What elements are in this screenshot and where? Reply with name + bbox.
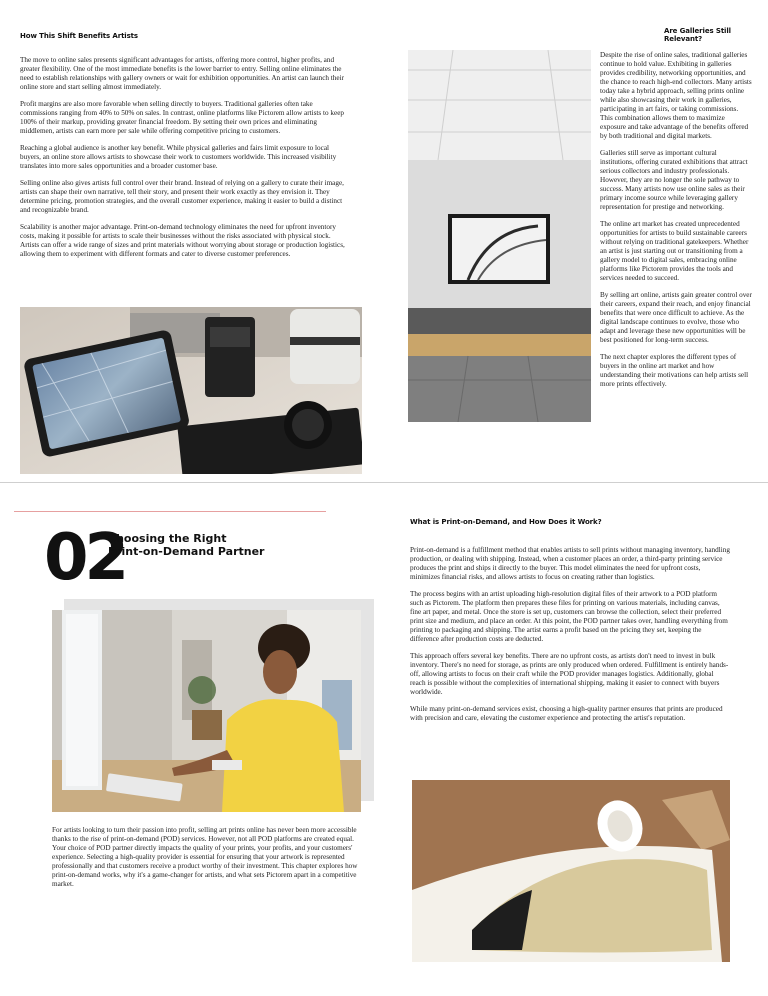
chapter-title-line2: Print-on-Demand Partner: [108, 544, 265, 558]
paragraph: This approach offers several key benefits. There are no upfront costs, as artists don't need to invest in bulk inventory. There's no need for storage, as prints are only produced when ordered. Fulfillment is entirely hands-off, allowing artists to focus on their craft while the POD provider manages logistics. Additionally, global reach is possible without the complexities of international shipping, making it easier to connect with buyers worldwide.: [410, 652, 729, 696]
page-divider: [0, 482, 768, 483]
section-heading-benefits: How This Shift Benefits Artists: [20, 32, 138, 40]
paragraph: Profit margins are also more favorable when selling directly to buyers. Traditional galleries often take commissions ranging from 40% to 50% on sales. In contrast, online platforms like Pictorem allow artists to keep 100% of their markup, providing greater financial freedom. By setting their own prices and eliminating middlemen, artists can earn more per sale while offering competitive pricing to customers.: [20, 100, 344, 135]
section-heading-pod: What is Print-on-Demand, and How Does it Work?: [410, 518, 602, 526]
chapter-title: [108, 533, 264, 558]
paragraph: The move to online sales presents significant advantages for artists, offering more control, higher profits, and greater flexibility. One of the most immediate benefits is the lower barrier to entry. Selling online eliminates the need to establish relationships with gallery owners or wait for exhibition opportunities. An artist can launch their online store and start selling almost immediately.: [20, 56, 344, 91]
paragraph: The next chapter explores the different types of buyers in the online art market and how understanding their motivations can help artists sell more prints effectively.: [600, 353, 749, 388]
benefits-body: [20, 56, 346, 267]
galleries-body: [600, 51, 752, 397]
paragraph: The process begins with an artist uploading high-resolution digital files of their artwork to a POD platform such as Pictorem. The platform then prepares these files for printing on various materials, including canvas, fine art paper, and metal. Once the store is set up, customers can browse the collection, select their preferred print size and medium, and place an order. At this point, the POD partner takes over, handling everything from printing to packaging and shipping. The artist earns a profit based on the pricing they set, keeping the difference after production costs are deducted.: [410, 590, 728, 643]
desk-photo: [20, 307, 362, 474]
section-heading-galleries: Are Galleries Still Relevant?: [664, 27, 731, 43]
artist-photo: [52, 610, 361, 812]
gallery-photo: [408, 50, 591, 422]
chapter-intro: [52, 826, 362, 897]
paragraph: Galleries still serve as important cultural institutions, offering curated exhibitions that attract serious collectors and industry professionals. However, they are no longer the sole pathway to success. Many artists now use online sales as their primary income source while leveraging gallery representation for prestige and networking.: [600, 149, 748, 211]
paragraph: For artists looking to turn their passion into profit, selling art prints online has never been more accessible thanks to the rise of print-on-demand (POD) services. However, not all POD platforms are created equal. Your choice of POD partner directly impacts the quality of your prints, your profits, and your customers' experience. Selecting a high-quality provider is essential for ensuring that your artwork is represented professionally and that customers receive a product worthy of their investment. This chapter explores how print-on-demand works, why it's a game-changer for artists, and what sets Pictorem apart in a competitive market.: [52, 826, 358, 888]
paragraph: While many print-on-demand services exist, choosing a high-quality partner ensures that prints are produced with precision and care, elevating the customer experience and protecting the artist's reputation.: [410, 705, 723, 722]
paragraph: Scalability is another major advantage. Print-on-demand technology eliminates the need for upfront inventory costs, making it possible for artists to scale their businesses without the risks associated with physical stock. Artists can offer a wide range of sizes and print materials without worrying about storage or production logistics, allowing them to experiment with different formats and cater to diverse customer preferences.: [20, 223, 345, 258]
paragraph: Selling online also gives artists full control over their brand. Instead of relying on a gallery to curate their image, artists can shape their own narrative, tell their story, and present their work exactly as they envision it. They determine pricing, promotion strategies, and the overall customer experience, making it easier to build a distinct and recognizable brand.: [20, 179, 344, 214]
accent-rule: [14, 511, 326, 512]
paragraph: The online art market has created unprecedented opportunities for artists to build sustainable careers without relying on traditional gatekeepers. Whether an artist is just starting out or transitioning from a gallery model to digital sales, embracing online platforms like Pictorem provides the tools and services needed to succeed.: [600, 220, 749, 282]
print-roll-photo: [412, 780, 730, 962]
pod-body: [410, 546, 730, 731]
chapter-title-line1: Choosing the Right: [108, 532, 227, 545]
paragraph: Print-on-demand is a fulfillment method that enables artists to sell prints without managing inventory, handling production, or dealing with shipping. Instead, when a customer places an order, a third-party printing service produces the print and ships it directly to the buyer. This model eliminates the need for upfront costs, minimizes financial risks, and allows artists to focus on creating rather than logistics.: [410, 546, 730, 581]
chapter-number: 02: [44, 521, 126, 595]
paragraph: Reaching a global audience is another key benefit. While physical galleries and fairs limit exposure to local buyers, an online store allows artists to showcase their work to customers worldwide. This increased visibility translates into more sales opportunities and a broader customer base.: [20, 144, 337, 170]
paragraph: Despite the rise of online sales, traditional galleries continue to hold value. Exhibiting in galleries provides credibility, networking opportunities, and the chance to reach high-end collectors. Many artists today take a hybrid approach, selling prints online while also showcasing their work in galleries, participating in art fairs, or taking commissions. This combination allows them to maximize exposure and take advantage of the benefits offered by both traditional and digital markets.: [600, 51, 752, 140]
paragraph: By selling art online, artists gain greater control over their careers, expand their reach, and enjoy financial benefits that were once difficult to achieve. As the digital landscape continues to evolve, those who adapt and leverage these new opportunities will be best positioned for long-term success.: [600, 291, 752, 344]
